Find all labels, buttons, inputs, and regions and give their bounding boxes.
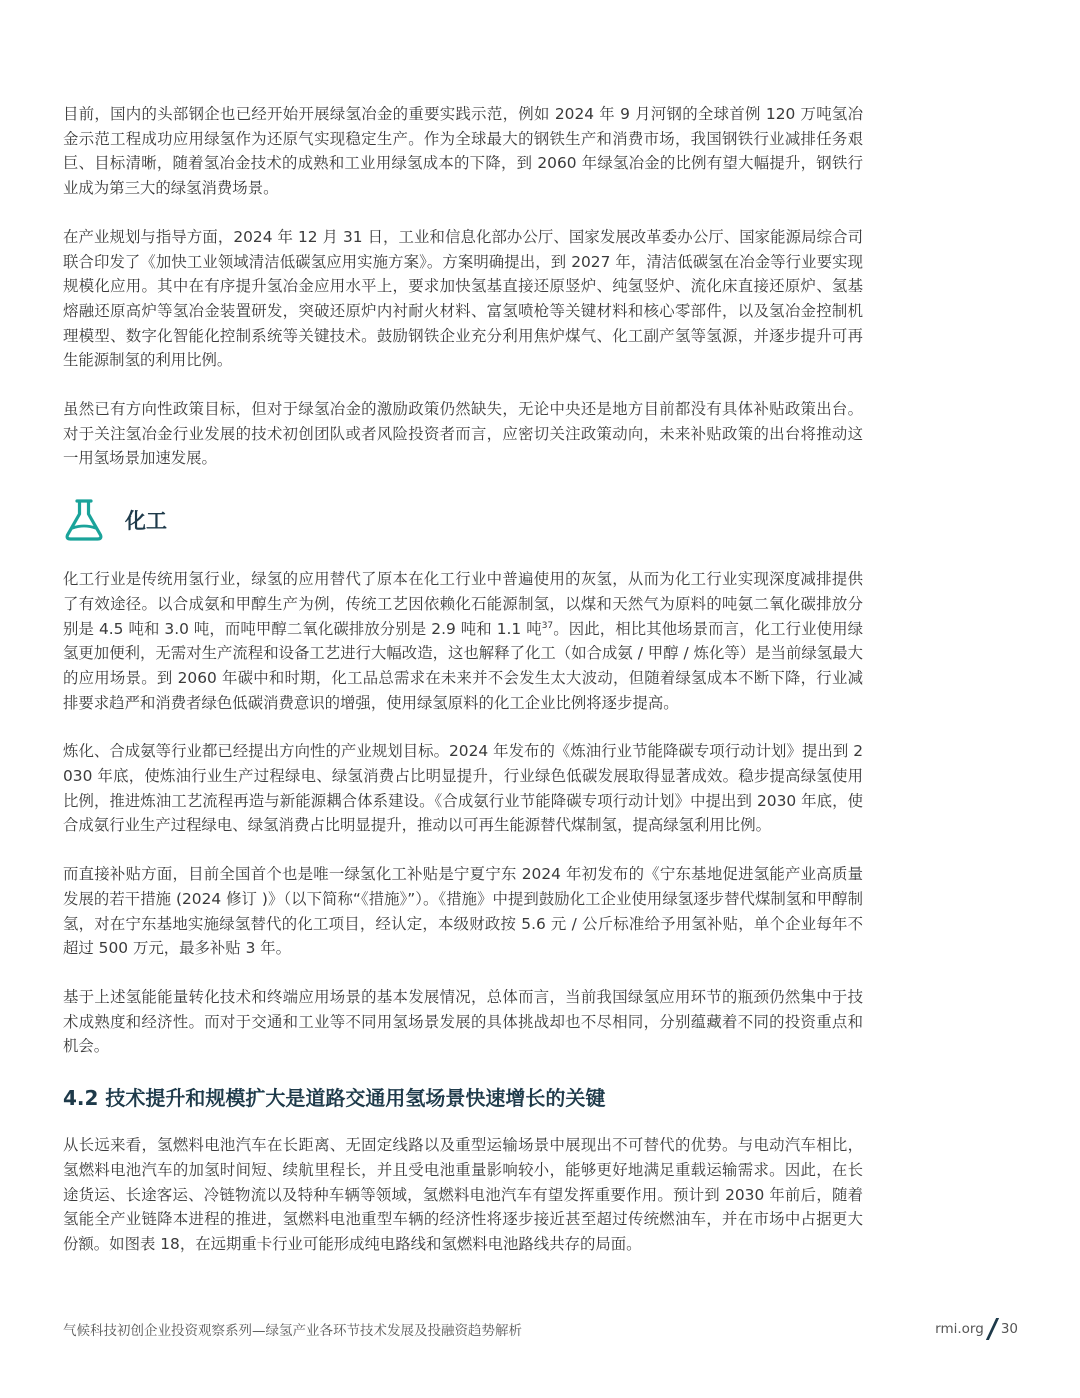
paragraph: 目前，国内的头部钢企也已经开始开展绿氢冶金的重要实践示范，例如 2024 年 9 月河钢的全球首例 120 万吨氢冶金示范工程成功应用绿氢作为还原气实现稳定生产。作为全球最大的钢铁生产和消费市场，我国钢铁行业减排任务艰巨、目标清晰，随着氢冶金技术的成熟和工业用绿氢成本的下降，到 2060 年绿氢冶金的比例有望大幅提升，钢铁行业成为第三大的绿氢消费场景。 [63,105,863,198]
paragraph: 从长远来看，氢燃料电池汽车在长距离、无固定线路以及重型运输场景中展现出不可替代的优势。与电动汽车相比，氢燃料电池汽车的加氢时间短、续航里程长，并且受电池重量影响较小，能够更好地满足重载运输需求。因此，在长途货运、长途客运、冷链物流以及特种车辆等领域，氢燃料电池汽车有望发挥重要作用。预计到 2030 年前后，随着氢能全产业链降本进程的推进，氢燃料电池重型车辆的经济性将逐步接近甚至超过传统燃油车，并在市场中占据更大份额。如图表 18，在远期重卡行业可能形成纯电路线和氢燃料电池路线共存的局面。 [63,1136,864,1253]
site-link[interactable]: rmi.org [935,1321,984,1337]
page-body [63,102,863,1281]
slash-logo-icon [986,1318,999,1340]
paragraph [63,567,863,715]
footer-right [935,1318,1018,1340]
subheading: 4.2 技术提升和规模扩大是道路交通用氢场景快速增长的关键 [63,1086,606,1111]
paragraph: 炼化、合成氨等行业都已经提出方向性的产业规划目标。2024 年发布的《炼油行业节能降碳专项行动计划》提出到 2030 年底，使炼油行业生产过程绿电、绿氢消费占比明显提升，行业绿色低碳发展取得显著成效。稳步提高绿氢使用比例，推进炼油工艺流程再造与新能源耦合体系建设。《合成氨行业节能降碳专项行动计划》中提出到 2030 年底，使合成氨行业生产过程绿电、绿氢消费占比明显提升，推动以可再生能源替代煤制氢，提高绿氢利用比例。 [63,742,863,835]
section-title: 化工 [125,509,167,534]
paragraph-text: 化工行业是传统用氢行业，绿氢的应用替代了原本在化工行业中普遍使用的灰氢，从而为化工行业实现深度减排提供了有效途径。以合成氨和甲醇生产为例，传统工艺因依赖化石能源制氢，以煤和天然气为原料的吨氨二氧化碳排放分别是 4.5 吨和 3.0 吨，而吨甲醇二氧化碳排放分别是 2.9 吨和 1.1 吨 [63,570,863,638]
footnote-ref[interactable]: 37 [541,620,554,631]
page-footer [63,1318,1018,1340]
page-number: 30 [1000,1321,1018,1337]
paragraph: 虽然已有方向性政策目标，但对于绿氢冶金的激励政策仍然缺失，无论中央还是地方目前都没有具体补贴政策出台。对于关注氢冶金行业发展的技术初创团队或者风险投资者而言，应密切关注政策动向，未来补贴政策的出台将推动这一用氢场景加速发展。 [63,400,863,468]
paragraph: 而直接补贴方面，目前全国首个也是唯一绿氢化工补贴是宁夏宁东 2024 年初发布的《宁东基地促进氢能产业高质量发展的若干措施 (2024 修订 )》（以下简称“《措施》”）。《措施》中提到鼓励化工企业使用绿氢逐步替代煤制氢和甲醇制氢，对在宁东基地实施绿氢替代的化工项目，经认定，本级财政按 5.6 元 / 公斤标准给予用氢补贴，单个企业每年不超过 500 万元，最多补贴 3 年。 [63,865,863,958]
paragraph: 基于上述氢能能量转化技术和终端应用场景的基本发展情况，总体而言，当前我国绿氢应用环节的瓶颈仍然集中于技术成熟度和经济性。而对于交通和工业等不同用氢场景发展的具体挑战却也不尽相同，分别蕴藏着不同的投资重点和机会。 [63,987,863,1056]
paragraph-text: 。因此，相比其他场景而言，化工行业使用绿氢更加便利，无需对生产流程和设备工艺进行大幅改造，这也解释了化工（如合成氨 / 甲醇 / 炼化等）是当前绿氢最大的应用场景。到 2060 年碳中和时期，化工品总需求在未来并不会发生太大波动，但随着绿氢成本不断下降，行业减排要求趋严和消费者绿色低碳消费意识的增强，使用绿氢原料的化工企业比例将逐步提高。 [63,619,863,712]
flask-icon [63,497,105,543]
paragraph: 在产业规划与指导方面，2024 年 12 月 31 日，工业和信息化部办公厅、国家发展改革委办公厅、国家能源局综合司联合印发了《加快工业领域清洁低碳氢应用实施方案》。方案明确提出，到 2027 年，清洁低碳氢在冶金等行业要实现规模化应用。其中在有序提升氢冶金应用水平上，要求加快氢基直接还原竖炉、纯氢竖炉、流化床直接还原炉、氢基熔融还原高炉等氢冶金装置研发，突破还原炉内衬耐火材料、富氢喷枪等关键材料和核心零部件，以及氢冶金控制机理模型、数字化智能化控制系统等关键技术。鼓励钢铁企业充分利用焦炉煤气、化工副产氢等氢源，并逐步提升可再生能源制氢的利用比例。 [63,227,863,370]
footer-title: 气候科技初创企业投资观察系列—绿氢产业各环节技术发展及投融资趋势解析 [63,1323,522,1339]
section-heading [63,495,863,545]
